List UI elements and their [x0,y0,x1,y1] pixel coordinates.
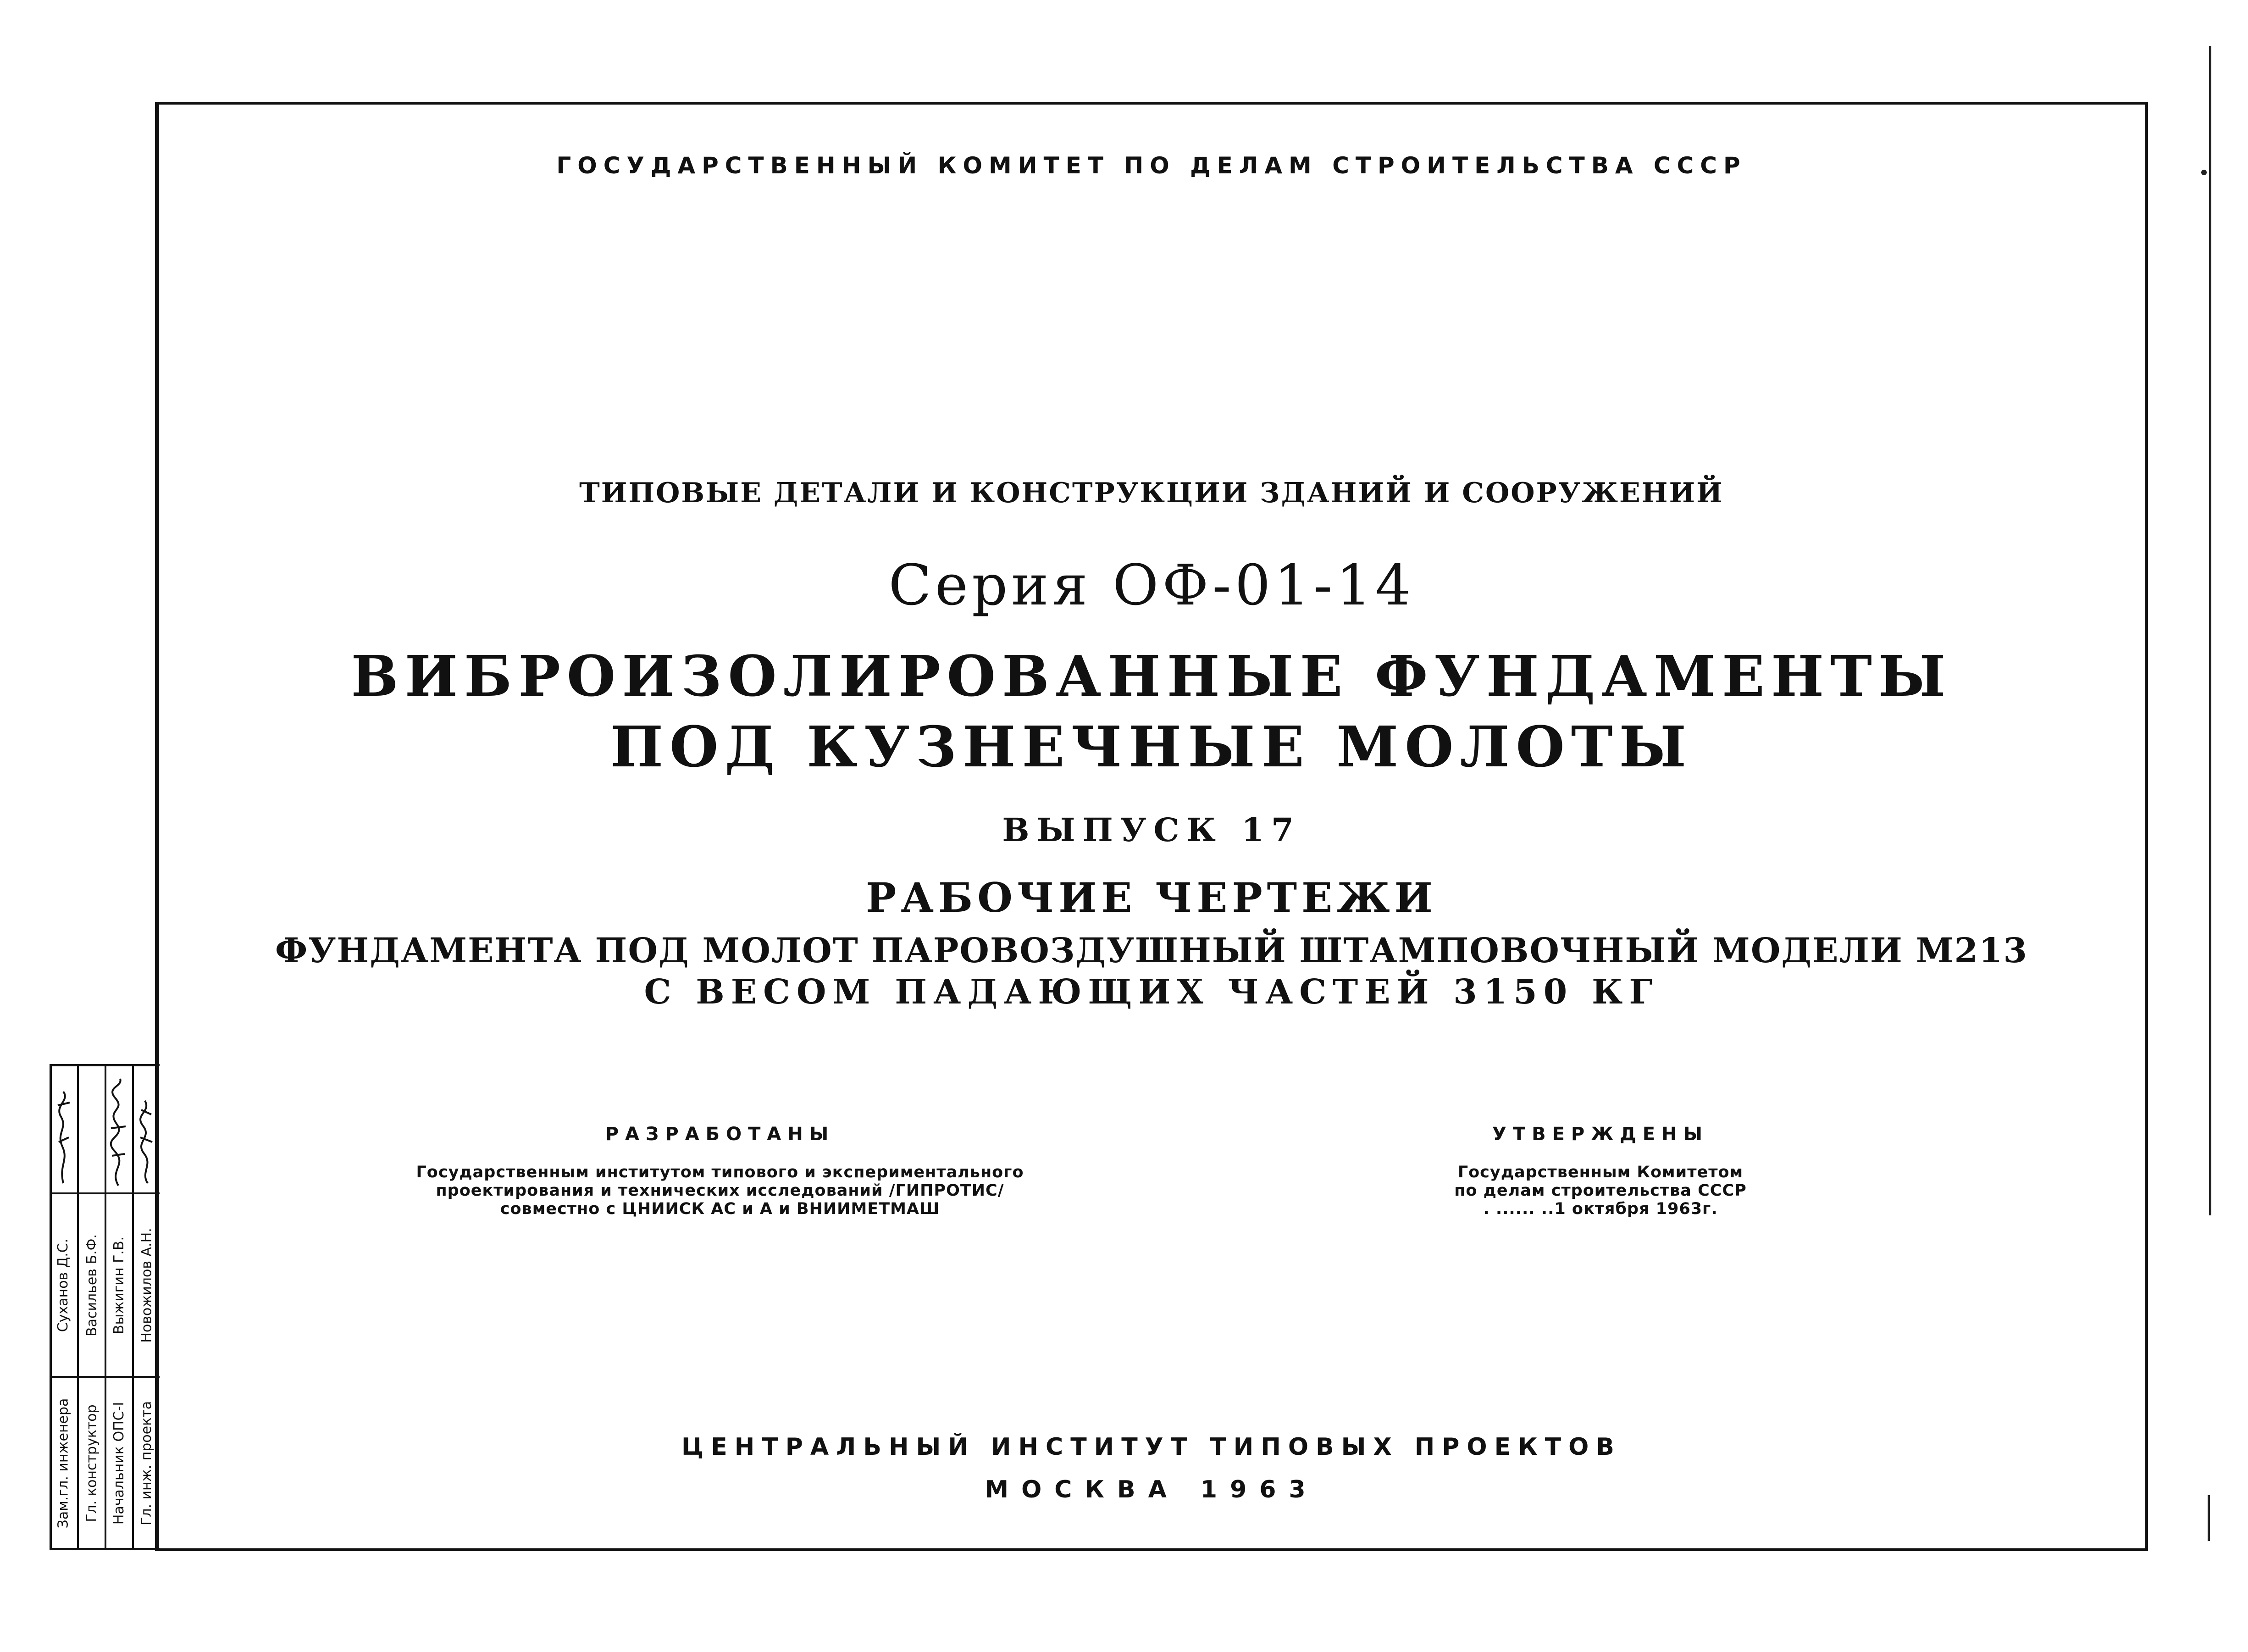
scan-edge-line [2209,46,2211,1215]
approved-line-3: . ...... ..1 октября 1963г. [1483,1200,1718,1218]
developed-line-1: Государственным институтом типового и экспериментального [416,1163,1024,1181]
approved-heading: УТВЕРЖДЕНЫ [1492,1124,1709,1145]
stamp-role-cell [105,1378,133,1548]
series-category: ТИПОВЫЕ ДЕТАЛИ И КОНСТРУКЦИИ ЗДАНИЙ И СООРУЖЕНИЙ [579,477,1724,509]
approved-line-1: Государственным Комитетом [1457,1163,1744,1181]
main-title-line-2: ПОД КУЗНЕЧНЫЕ МОЛОТЫ [610,714,1693,780]
approved-line-2: по делам строительства СССР [1454,1181,1747,1200]
working-drawings-title: РАБОЧИЕ ЧЕРТЕЖИ [866,874,1437,921]
stamp-name-cell [105,1194,133,1376]
publication-city-year: МОСКВА 1963 [985,1476,1318,1503]
series-code: Серия ОФ-01-14 [888,553,1415,618]
scan-edge-mark [2201,170,2207,175]
stamp-role: Гл. конструктор [83,1404,100,1522]
stamp-role: Зам.гл. инженера [55,1398,72,1528]
developed-line-3: совместно с ЦНИИСК АС и А и ВНИИМЕТМАШ [500,1200,940,1218]
foundation-description: ФУНДАМЕНТА ПОД МОЛОТ ПАРОВОЗДУШНЫЙ ШТАМПОВОЧНЫЙ МОДЕЛИ М213 [275,931,2028,970]
publisher-institute: ЦЕНТРАЛЬНЫЙ ИНСТИТУТ ТИПОВЫХ ПРОЕКТОВ [681,1433,1622,1461]
handwritten-signature [132,1073,160,1188]
stamp-name-cell [133,1194,161,1376]
weight-description: С ВЕСОМ ПАДАЮЩИХ ЧАСТЕЙ 3150 КГ [644,972,1659,1012]
developed-by-block [381,1124,1059,1218]
stamp-role: Начальник ОПС-I [111,1402,127,1524]
committee-header: ГОСУДАРСТВЕННЫЙ КОМИТЕТ ПО ДЕЛАМ СТРОИТЕЛЬСТВА СССР [556,152,1747,179]
stamp-role-cell [133,1378,161,1548]
scan-edge-line [2208,1495,2210,1541]
main-title-line-1: ВИБРОИЗОЛИРОВАННЫЕ ФУНДАМЕНТЫ [351,643,1952,709]
stamp-name: Выжигин Г.В. [111,1236,127,1334]
stamp-name-cell [50,1194,77,1376]
approved-by-block [1371,1124,1830,1218]
developed-heading: РАЗРАБОТАНЫ [605,1124,835,1145]
handwritten-signature [50,1073,77,1188]
stamp-role: Гл. инж. проекта [138,1401,155,1525]
handwritten-signature [105,1073,132,1188]
developed-line-2: проектирования и технических исследований /ГИПРОТИС/ [436,1181,1004,1200]
issue-number: ВЫПУСК 17 [1002,811,1301,849]
stamp-name: Новожилов А.Н. [138,1227,155,1343]
signature-title-block [50,1064,160,1550]
stamp-role-cell [50,1378,77,1548]
stamp-name-cell [78,1194,105,1376]
stamp-role-cell [78,1378,105,1548]
stamp-name: Васильев Б.Ф. [83,1234,100,1336]
stamp-name: Суханов Д.С. [55,1238,72,1332]
